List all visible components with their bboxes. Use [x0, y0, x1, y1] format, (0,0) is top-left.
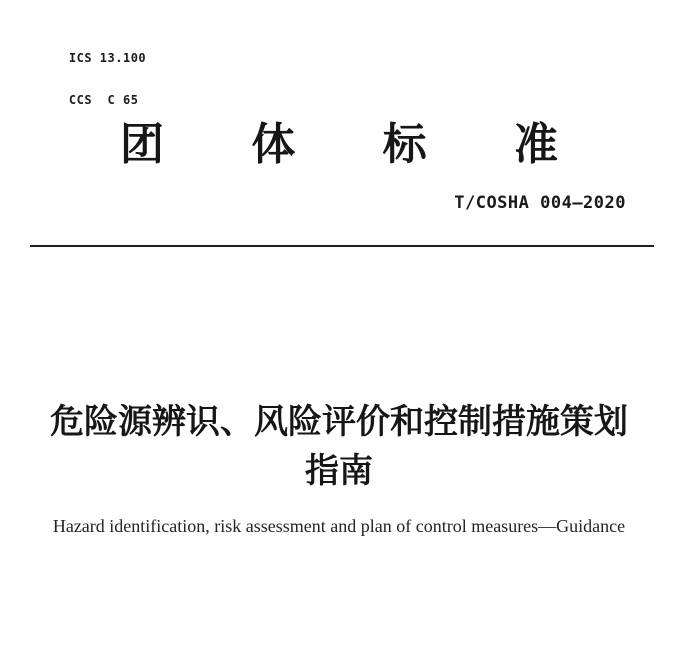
- banner-char: 准: [513, 119, 558, 170]
- ics-code: ICS 13.100: [68, 51, 147, 65]
- ccs-code: CCS C 65: [68, 93, 139, 107]
- document-title-line2: 指南: [305, 451, 373, 491]
- banner-char: 团: [120, 119, 164, 170]
- banner-char: 体: [251, 119, 296, 170]
- classification-codes: [38, 27, 146, 132]
- document-title-line1: 危险源辨识、风险评价和控制措施策划: [50, 402, 628, 442]
- standard-type-banner: [120, 120, 558, 170]
- english-subtitle: Hazard identification, risk assessment and plan of control measures—Guidance: [52, 516, 626, 536]
- standard-number: T/COSHA 004—2020: [454, 193, 626, 213]
- banner-char: 标: [382, 119, 427, 170]
- header-divider-rule: [30, 245, 654, 247]
- document-title: [0, 398, 678, 496]
